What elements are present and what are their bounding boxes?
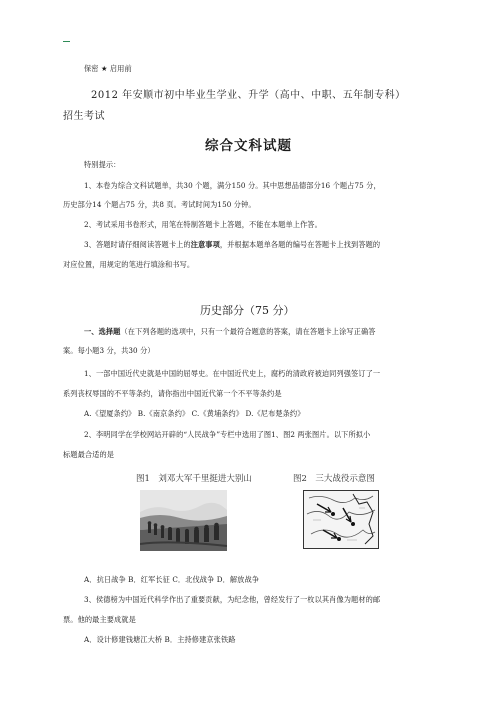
q2-line2: 标题最合适的是 — [63, 450, 115, 459]
notice-heading: 特别提示： — [84, 160, 121, 169]
q3-options: A．设计修建钱塘江大桥 B．主持修建京张铁路 — [84, 635, 236, 644]
notice-item3-emphasis: 注意事项 — [190, 240, 220, 249]
notice-item2: 2、考试采用书卷形式，用笔在特制答题卡上答题，不能在本题单上作答。 — [84, 220, 322, 229]
q1-line2: 系列丧权辱国的不平等条约，请你指出中国近代第一个不平等条约是 — [63, 389, 282, 398]
part1-label: 一、选择题 — [84, 327, 121, 336]
notice-item3-line2: 对应位置，用规定的笔进行填涂和书写。 — [63, 260, 195, 269]
march-photo-icon — [140, 490, 227, 551]
figure2-caption: 图2 三大战役示意图 — [293, 474, 375, 484]
q1-line1: 1、一部中国近代史就是中国的屈辱史。在中国近代史上，腐朽的清政府被迫同列强签订了一 — [84, 369, 381, 378]
q3-line2: 票。他的最主要成就是 — [63, 615, 136, 624]
figure1-photo — [140, 490, 227, 551]
q2-line1: 2、李明同学在学校网站开辟的“人民战争”专栏中选用了图1、图2 两张图片。以下所拟小 — [84, 430, 371, 439]
part1-desc: （在下列各题的选项中，只有一个最符合题意的答案，请在答题卡上涂写正确答 — [120, 327, 376, 336]
q1-options: A.《望厦条约》 B.《南京条约》 C.《黄埔条约》 D.《尼布楚条约》 — [84, 409, 305, 418]
figure1-caption: 图1 刘邓大军千里挺进大别山 — [136, 474, 252, 484]
battle-map-icon — [303, 490, 379, 549]
q2-options: A．抗日战争 B．红军长征 C．北伐战争 D．解放战争 — [84, 575, 260, 584]
q3-line1: 3、侯德榜为中国近代科学作出了重要贡献，为纪念他，曾经发行了一枚以其肖像为题材的邮 — [84, 595, 381, 604]
figure2-map — [303, 490, 379, 549]
notice-item1-line1: 1、本卷为综合文科试题单，共30 个题，满分150 分。其中思想品德部分16 个题占75 分， — [84, 181, 381, 190]
notice-item3-post: ，并根据本题单各题的编号在答题卡上找到答题的 — [219, 240, 381, 249]
notice-item3 — [84, 240, 380, 250]
exam-title-line2: 招生考试 — [63, 111, 105, 122]
notice-item1-line2: 历史部分14 个题占75 分，共8 页。考试时间为150 分钟。 — [63, 200, 256, 209]
confidential-label: 保密 ★ 启用前 — [84, 64, 132, 73]
part1-desc-line2: 案。每小题3 分，共30 分） — [63, 346, 155, 355]
part1-instructions — [84, 327, 376, 337]
exam-title-line1: 2012 年安顺市初中毕业生学业、升学（高中、中职、五年制专科） — [91, 90, 406, 101]
notice-item3-pre: 3、答题时请仔细阅读答题卡上的 — [84, 240, 191, 249]
page-mark — [63, 41, 70, 42]
paper-title: 综合文科试题 — [205, 138, 292, 154]
section-title: 历史部分（75 分） — [200, 304, 295, 317]
